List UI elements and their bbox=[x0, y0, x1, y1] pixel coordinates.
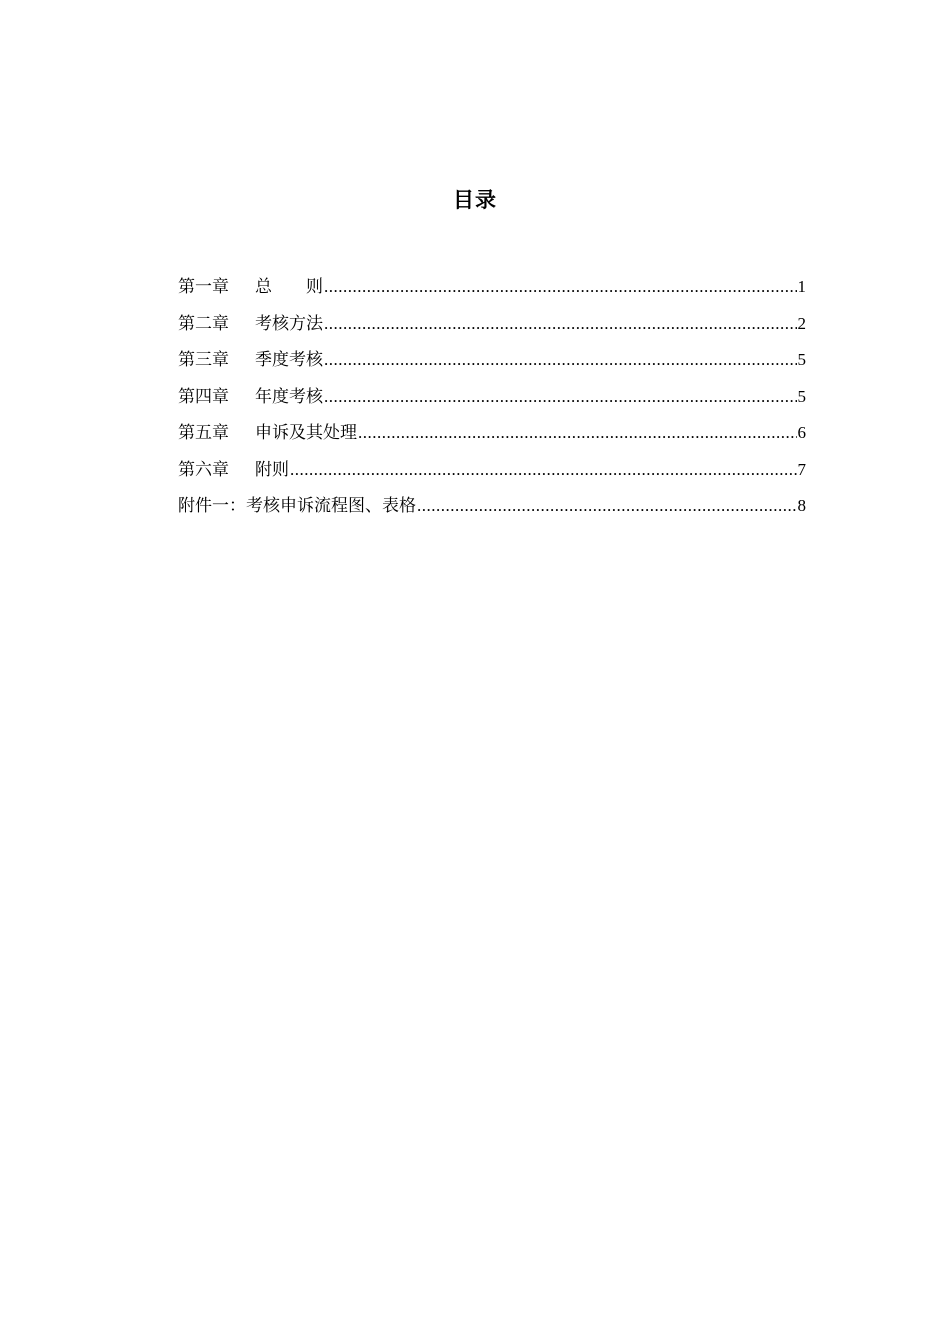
toc-leader-dots bbox=[324, 274, 797, 300]
toc-page-number: 1 bbox=[797, 277, 806, 296]
toc-chapter-number: 第四章 bbox=[178, 386, 229, 407]
toc-title: 目录 bbox=[453, 188, 497, 212]
toc-page-number: 5 bbox=[797, 386, 806, 406]
toc-chapter-number: 第一章 bbox=[178, 277, 229, 297]
toc-leader-dots bbox=[290, 457, 797, 483]
toc-page-number: 8 bbox=[797, 496, 806, 515]
toc-entry-chapter-3[interactable] bbox=[178, 347, 806, 384]
toc-entry-label: 季度考核 bbox=[255, 350, 323, 370]
toc-entry-label: 附则 bbox=[255, 459, 289, 480]
toc-entry-label: 考核方法 bbox=[255, 313, 323, 334]
toc-chapter-number: 第二章 bbox=[178, 313, 229, 334]
toc-entry-chapter-6[interactable] bbox=[178, 457, 806, 494]
toc-leader-dots bbox=[417, 493, 797, 519]
toc-leader-dots bbox=[324, 347, 797, 373]
toc-chapter-number: 第六章 bbox=[178, 459, 229, 480]
toc-entry-chapter-4[interactable] bbox=[178, 384, 806, 421]
toc-entry-chapter-1[interactable] bbox=[178, 274, 806, 311]
toc-entry-chapter-2[interactable] bbox=[178, 311, 806, 348]
toc-entry-chapter-5[interactable] bbox=[178, 420, 806, 457]
toc-chapter-number: 第五章 bbox=[178, 423, 229, 443]
table-of-contents bbox=[178, 274, 806, 530]
toc-entry-appendix-1[interactable] bbox=[178, 493, 806, 530]
toc-page-number: 7 bbox=[797, 459, 806, 479]
toc-entry-label: 申诉及其处理 bbox=[255, 423, 357, 443]
toc-leader-dots bbox=[324, 311, 797, 337]
toc-page-number: 2 bbox=[797, 313, 806, 333]
toc-leader-dots bbox=[324, 384, 797, 410]
toc-page-number: 5 bbox=[797, 350, 806, 369]
toc-entry-label: 年度考核 bbox=[255, 386, 323, 407]
toc-entry-label: 总 则 bbox=[255, 277, 323, 297]
toc-leader-dots bbox=[358, 420, 797, 446]
toc-page-number: 6 bbox=[797, 423, 806, 442]
toc-chapter-number: 第三章 bbox=[178, 350, 229, 370]
toc-entry-label: 附件一：考核申诉流程图、表格 bbox=[178, 496, 416, 516]
